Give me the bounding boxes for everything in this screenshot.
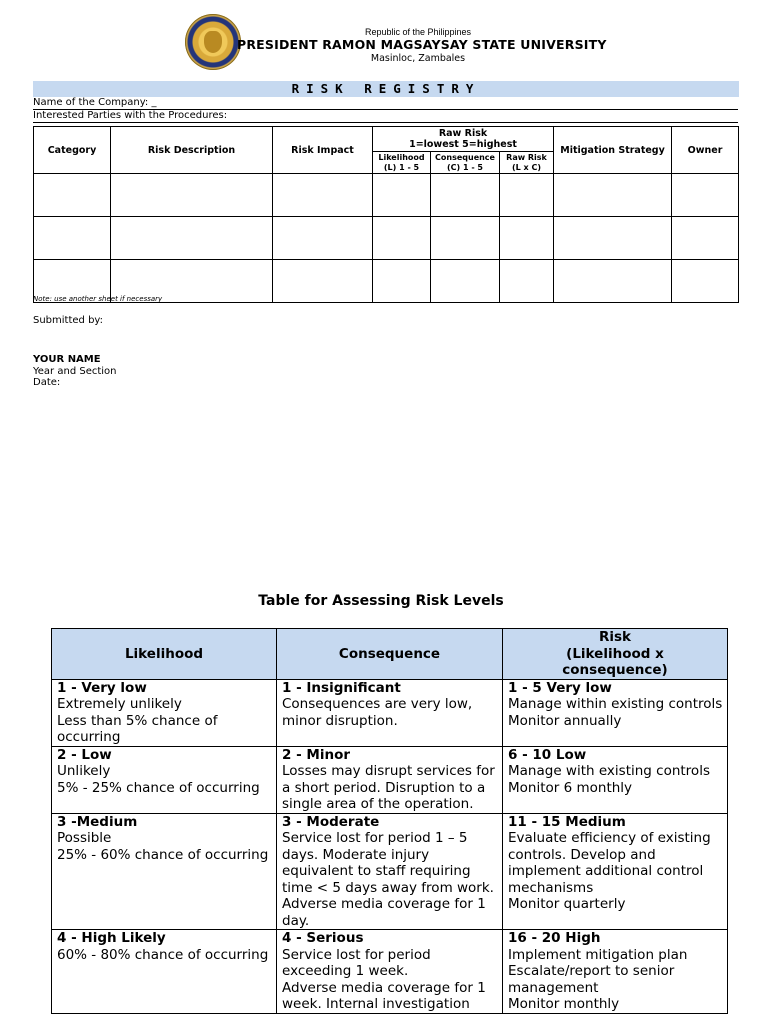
consequence-cell — [277, 930, 503, 1014]
consequence-cell-text: Consequences are very low, minor disruption. — [282, 696, 473, 729]
consequence-cell-text: Losses may disrupt services for a short period. Disruption to a single area of the operation. — [282, 763, 495, 812]
consequence-cell — [277, 679, 503, 746]
likelihood-cell-heading: 1 - Very low — [57, 679, 147, 696]
consequence-cell-heading: 3 - Moderate — [282, 813, 380, 830]
header-consequence: Consequence — [277, 629, 503, 680]
consequence-cell — [277, 813, 503, 930]
table-cell[interactable] — [672, 260, 739, 303]
risk-cell-text: Manage with existing controls Monitor 6 monthly — [508, 763, 710, 796]
likelihood-cell-text: Unlikely — [57, 763, 111, 779]
table-cell[interactable] — [500, 217, 554, 260]
risk-cell-text: Implement mitigation plan — [508, 946, 688, 963]
likelihood-cell-text: Extremely unlikely — [57, 696, 182, 712]
submitted-by-label: Submitted by: — [33, 315, 103, 326]
table-row[interactable] — [34, 217, 739, 260]
likelihood-cell-heading: 3 -Medium — [57, 813, 138, 830]
registry-note: Note: use another sheet if necessary — [33, 295, 163, 303]
likelihood-cell-text: 5% - 25% chance of occurring — [57, 779, 260, 796]
likelihood-cell-text: Possible — [57, 830, 112, 846]
likelihood-cell — [52, 930, 277, 1014]
risk-cell — [503, 930, 728, 1014]
table-cell[interactable] — [34, 174, 111, 217]
table-cell[interactable] — [431, 217, 500, 260]
table-cell[interactable] — [672, 217, 739, 260]
table-cell[interactable] — [554, 217, 672, 260]
header-risk-line3: consequence) — [562, 662, 668, 678]
raw-risk-col-sub: (L x C) — [512, 162, 542, 172]
header-likelihood: Likelihood — [52, 629, 277, 680]
likelihood-label: Likelihood — [378, 152, 425, 162]
table-cell[interactable] — [672, 174, 739, 217]
republic-label: Republic of the Philippines — [364, 27, 472, 37]
risk-cell — [503, 679, 728, 746]
consequence-cell-text: Service lost for period exceeding 1 week. — [282, 946, 431, 979]
table-cell[interactable] — [500, 174, 554, 217]
consequence-cell-text: Service lost for period 1 – 5 days. Moderate injury equivalent to staff requiring time < 5 days away from work. Adverse media coverage for 1 day. — [282, 830, 494, 929]
col-raw-risk — [500, 152, 554, 174]
table-cell[interactable] — [373, 174, 431, 217]
consequence-cell-heading: 4 - Serious — [282, 930, 364, 946]
risk-cell — [503, 746, 728, 813]
likelihood-cell-text: Less than 5% chance of occurring — [57, 712, 218, 745]
consequence-cell-heading: 1 - Insignificant — [282, 679, 401, 696]
raw-risk-label: Raw Risk — [438, 128, 488, 139]
table-row — [52, 930, 728, 1014]
year-section-label: Year and Section — [33, 366, 117, 377]
likelihood-cell-heading: 2 - Low — [57, 746, 112, 763]
date-label: Date: — [33, 377, 61, 388]
likelihood-cell-text: 60% - 80% chance of occurring — [57, 946, 269, 963]
table-cell[interactable] — [373, 260, 431, 303]
col-mitigation-strategy: Mitigation Strategy — [554, 127, 672, 174]
table-cell[interactable] — [111, 217, 273, 260]
col-raw-risk-group — [373, 127, 554, 152]
risk-registry-band — [33, 81, 739, 97]
likelihood-cell — [52, 679, 277, 746]
likelihood-cell-text: 25% - 60% chance of occurring — [57, 846, 269, 863]
table-cell[interactable] — [34, 217, 111, 260]
company-name-field[interactable]: Name of the Company: _ — [33, 97, 738, 110]
risk-registry-title: RISK REGISTRY — [291, 81, 481, 96]
risk-cell-text: Monitor annually — [508, 712, 622, 729]
consequence-cell-text: Adverse media coverage for 1 week. Internal investigation — [282, 979, 486, 1012]
col-likelihood — [373, 152, 431, 174]
risk-registry-table — [33, 126, 739, 303]
table-cell[interactable] — [273, 174, 373, 217]
consequence-sub: (C) 1 - 5 — [447, 162, 483, 172]
risk-cell-text: Escalate/report to senior management — [508, 963, 675, 996]
assessment-table-title: Table for Assessing Risk Levels — [258, 593, 504, 609]
col-owner: Owner — [672, 127, 739, 174]
table-cell[interactable] — [431, 174, 500, 217]
table-cell[interactable] — [554, 260, 672, 303]
table-cell[interactable] — [431, 260, 500, 303]
header-risk-line1: Risk — [598, 629, 632, 645]
col-category: Category — [34, 127, 111, 174]
table-cell[interactable] — [273, 260, 373, 303]
risk-cell-heading: 16 - 20 High — [508, 930, 601, 946]
table-cell[interactable] — [373, 217, 431, 260]
col-consequence — [431, 152, 500, 174]
header-risk — [503, 629, 728, 680]
table-row — [52, 813, 728, 930]
table-cell[interactable] — [554, 174, 672, 217]
raw-risk-scale: 1=lowest 5=highest — [409, 139, 517, 150]
consequence-cell — [277, 746, 503, 813]
consequence-cell-heading: 2 - Minor — [282, 746, 351, 763]
risk-cell-heading: 11 - 15 Medium — [508, 813, 626, 830]
table-cell[interactable] — [273, 217, 373, 260]
likelihood-sub: (L) 1 - 5 — [383, 162, 420, 172]
risk-cell-text: Monitor monthly — [508, 996, 620, 1012]
col-risk-impact: Risk Impact — [273, 127, 373, 174]
interested-parties-field[interactable]: Interested Parties with the Procedures: — [33, 110, 738, 123]
risk-cell-text: Evaluate efficiency of existing controls. Develop and implement additional control mechanisms — [508, 830, 711, 896]
table-cell[interactable] — [111, 174, 273, 217]
likelihood-cell — [52, 813, 277, 930]
consequence-label: Consequence — [435, 152, 495, 162]
likelihood-cell — [52, 746, 277, 813]
table-row[interactable] — [34, 174, 739, 217]
table-cell[interactable] — [500, 260, 554, 303]
raw-risk-col-label: Raw Risk — [506, 152, 547, 162]
header-risk-line2: (Likelihood x — [566, 645, 664, 662]
table-row — [52, 746, 728, 813]
col-risk-description: Risk Description — [111, 127, 273, 174]
likelihood-cell-heading: 4 - High Likely — [57, 930, 166, 946]
table-row — [52, 679, 728, 746]
risk-cell-heading: 1 - 5 Very low — [508, 679, 612, 696]
risk-cell-text: Monitor quarterly — [508, 896, 626, 912]
risk-cell-text: Manage within existing controls — [508, 696, 723, 712]
university-location: Masinloc, Zambales — [370, 53, 466, 64]
your-name-label: YOUR NAME — [33, 354, 101, 365]
risk-assessment-table — [51, 628, 728, 1014]
risk-cell-heading: 6 - 10 Low — [508, 746, 587, 763]
university-name: PRESIDENT RAMON MAGSAYSAY STATE UNIVERSITY — [237, 37, 607, 52]
risk-cell — [503, 813, 728, 930]
